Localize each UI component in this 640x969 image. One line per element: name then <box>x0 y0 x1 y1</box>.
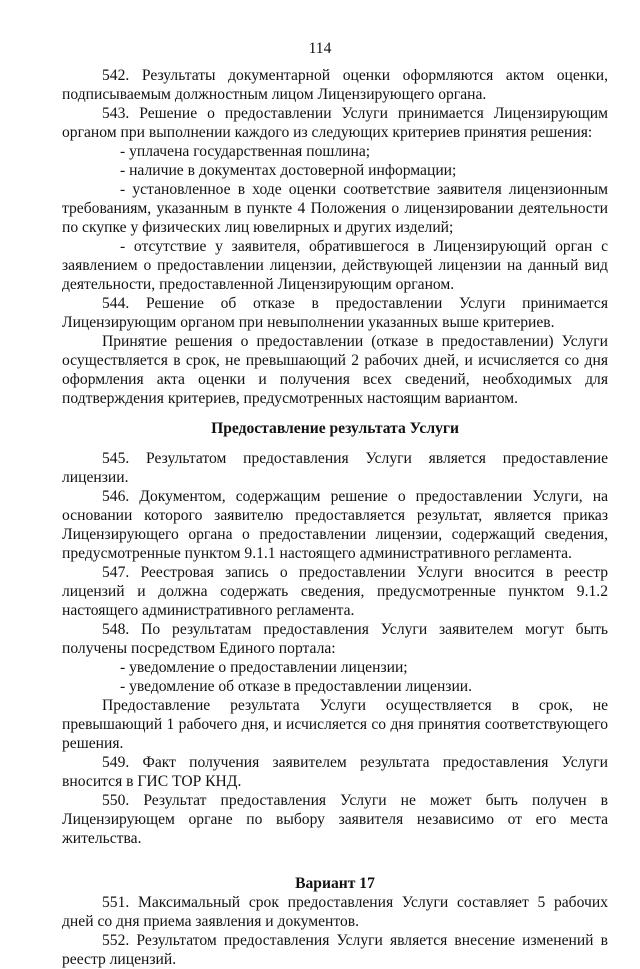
paragraph-542: 542. Результаты документарной оценки оформляются актом оценки, подписываемым должностным лицом Лицензирующего органа. <box>62 67 608 103</box>
paragraph-544: 544. Решение об отказе в предоставлении Услуги принимается Лицензирующим органом при невыполнении указанных выше критериев. <box>62 295 608 331</box>
criterion-item-2: - наличие в документах достоверной информации; <box>120 162 457 179</box>
notice-item-1: - уведомление о предоставлении лицензии; <box>120 659 408 676</box>
paragraph-549: 549. Факт получения заявителем результата предоставления Услуги вносится в ГИС ТОР КНД. <box>62 754 608 790</box>
paragraph-544-term: Принятие решения о предоставлении (отказе в предоставлении) Услуги осуществляется в срок, не превышающий 2 рабочих дней, и исчисляется со дня оформления акта оценки и получения всех сведений, необходимых для подтверждения критериев, предусмотренных настоящим вариантом. <box>62 333 608 407</box>
paragraph-545: 545. Результатом предоставления Услуги является предоставление лицензии. <box>62 450 608 486</box>
paragraph-548-term: Предоставление результата Услуги осуществляется в срок, не превышающий 1 рабочего дня, и исчисляется со дня принятия соответствующего решения. <box>62 697 608 752</box>
spacer <box>62 438 608 449</box>
criterion-item-1: - уплачена государственная пошлина; <box>120 143 371 160</box>
document-body <box>62 66 608 969</box>
paragraph-546: 546. Документом, содержащим решение о предоставлении Услуги, на основании которого заявителю предоставляется результат, является приказ Лицензирующего органа о предоставлении лицензии, содержащий сведения, предусмотренные пунктом 9.1.1 настоящего административного регламента. <box>62 488 608 562</box>
paragraph-543: 543. Решение о предоставлении Услуги принимается Лицензирующим органом при выполнении каждого из следующих критериев принятия решения: <box>62 105 608 141</box>
section-heading-result: Предоставление результата Услуги <box>211 420 459 437</box>
paragraph-551: 551. Максимальный срок предоставления Услуги составляет 5 рабочих дней со дня приема заявления и документов. <box>62 894 608 930</box>
criterion-item-4: - отсутствие у заявителя, обратившегося в Лицензирующий орган с заявлением о предоставлении лицензии, действующей лицензии на данный вид деятельности, предоставленной Лицензирующим органом. <box>62 238 608 293</box>
paragraph-547: 547. Реестровая запись о предоставлении Услуги вносится в реестр лицензий и должна содержать сведения, предусмотренные пунктом 9.1.2 настоящего административного регламента. <box>62 564 608 619</box>
spacer <box>62 848 608 874</box>
page-number: 114 <box>308 40 332 57</box>
paragraph-552: 552. Результатом предоставления Услуги является внесение изменений в реестр лицензий. <box>62 932 608 968</box>
section-heading-variant-17: Вариант 17 <box>295 875 375 892</box>
notice-item-2: - уведомление об отказе в предоставлении лицензии. <box>120 678 473 695</box>
paragraph-548: 548. По результатам предоставления Услуги заявителем могут быть получены посредством Единого портала: <box>62 621 608 657</box>
spacer <box>62 408 608 419</box>
criterion-item-3: - установленное в ходе оценки соответствие заявителя лицензионным требованиям, указанным в пункте 4 Положения о лицензировании деятельности по скупке у физических лиц ювелирных и других изделий; <box>62 181 608 236</box>
paragraph-550: 550. Результат предоставления Услуги не может быть получен в Лицензирующем органе по выбору заявителя независимо от его места жительства. <box>62 792 608 847</box>
